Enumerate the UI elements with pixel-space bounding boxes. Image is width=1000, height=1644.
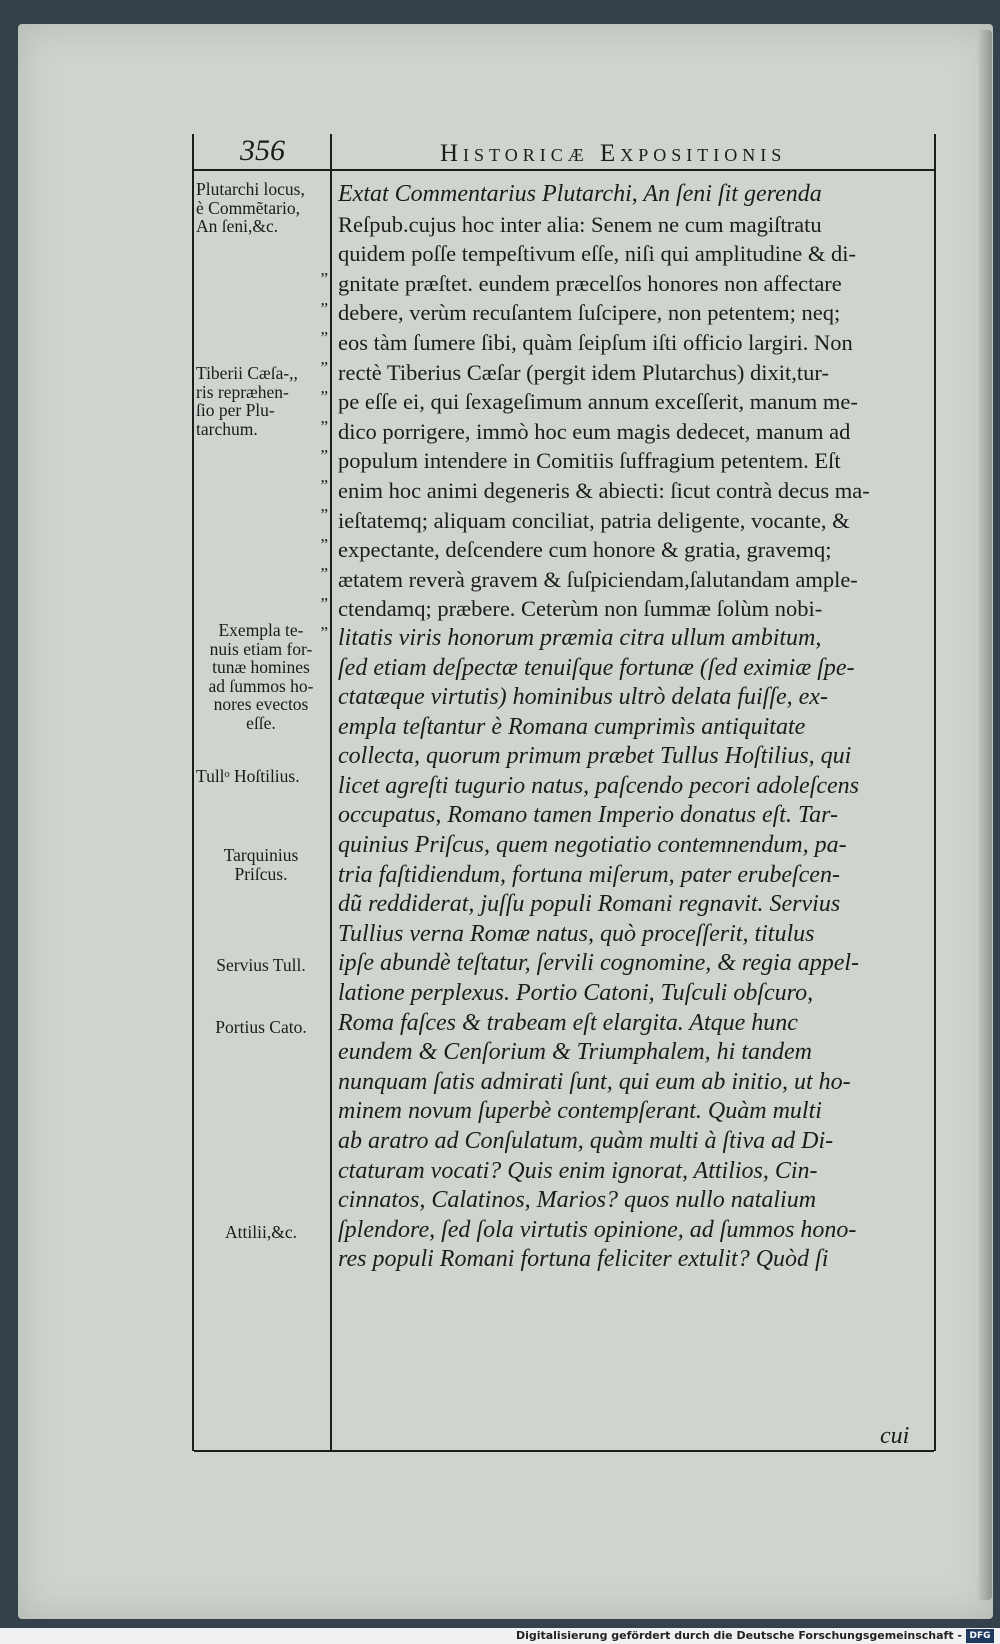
text-line: dũ reddiderat, juſſu populi Romani regnavit. Servius	[338, 891, 841, 918]
text-line: ieſtatemq; aliquam conciliat, patria deligente, vocante, &	[338, 507, 850, 533]
text-line: populum intendere in Comitiis ſuffragium petentem. Eſt	[338, 448, 841, 474]
text-line: quinius Priſcus, quem negotiatio contemnendum, pa-	[338, 832, 847, 859]
text-line: eundem & Cenſorium & Triumphalem, hi tandem	[338, 1039, 812, 1066]
text-line: ab aratro ad Conſulatum, quàm multi à ſtiva ad Di-	[338, 1128, 834, 1154]
main-text-block	[338, 180, 931, 1275]
text-line: dico porrigere, immò hoc eum magis dedecet, manum ad	[338, 418, 851, 444]
text-line: ctaturam vocati? Quis enim ignorat, Attilios, Cin-	[338, 1157, 818, 1184]
text-line: res populi Romani fortuna feliciter extulit? Quòd ſi	[338, 1246, 829, 1273]
quote-mark: „	[320, 496, 328, 515]
header-rule	[194, 169, 934, 171]
margin-note-tullus: Tullᵒ Hoſtilius.	[196, 766, 300, 786]
text-line: nunquam ſatis admirati ſunt, qui eum ab initio, ut ho-	[338, 1068, 851, 1095]
page-edge	[978, 30, 992, 1600]
quotation-marks-column	[300, 255, 328, 639]
text-line: rectè Tiberius Cæſar (pergit idem Plutarchus) dixit,tur-	[338, 359, 829, 385]
quote-mark: „	[320, 437, 328, 456]
text-line: occupatus, Romano tamen Imperio donatus eſt. Tar-	[338, 802, 838, 829]
margin-divider-rule	[330, 134, 332, 1451]
text-line: enim hoc animi degeneris & abiecti: ſicut contrà decus ma-	[338, 477, 870, 503]
text-line: ctatæque virtutis) hominibus ultrò delata fuiſſe, ex-	[338, 684, 828, 711]
page-number: 356	[240, 134, 285, 167]
text-line: empla teſtantur è Romana cumprimìs antiquitate	[338, 713, 806, 740]
text-line: ſplendore, ſed ſola virtutis opinione, ad ſummos hono-	[338, 1216, 857, 1243]
margin-note-plutarch: Plutarchi locus, è Commẽtario, An ſeni,&c.	[196, 179, 305, 236]
text-line: gnitate præſtet. eundem præcelſos honores non affectare	[338, 270, 842, 296]
footer-credit: Digitalisierung gefördert durch die Deutsche Forschungsgemeinschaft -	[515, 1629, 962, 1642]
text-line: ætatem reverà gravem & ſuſpiciendam,ſalutandam ample-	[338, 566, 858, 592]
text-line: litatis viris honorum præmia citra ullum ambitum,	[338, 624, 822, 651]
text-line: cinnatos, Calatinos, Marios? quos nullo natalium	[338, 1187, 817, 1214]
text-line: expectante, deſcendere cum honore & gratia, gravemq;	[338, 537, 832, 563]
quote-mark: „	[320, 378, 328, 397]
margin-note-tiberius: Tiberii Cæſa-,, ris repræhen- ſio per Plu- tarchum.	[196, 363, 298, 439]
text-line: ſed etiam deſpectæ tenuiſque fortunæ (ſed eximiæ ſpe-	[338, 654, 855, 681]
dfg-logo: DFG	[966, 1629, 994, 1643]
text-line: Roma faſces & trabeam eſt elargita. Atque hunc	[338, 1009, 798, 1036]
text-line: ipſe abundè teſtatur, ſervili cognomine, & regia appel-	[338, 950, 860, 977]
footer-rule	[194, 1450, 934, 1452]
text-line: Extat Commentarius Plutarchi, An ſeni ſit gerenda	[338, 181, 822, 207]
text-line: Reſpub.cujus hoc inter alia: Senem ne cum magiſtratu	[338, 211, 822, 237]
margin-note-attilii: Attilii,&c.	[225, 1222, 297, 1242]
quote-mark: „	[320, 525, 328, 545]
quote-mark: „	[320, 555, 328, 574]
quote-mark: „	[320, 289, 328, 309]
quote-mark: „	[320, 348, 328, 368]
text-line: tria faſtidiendum, fortuna miſerum, pater erubeſcen-	[338, 861, 840, 888]
margin-note-servius: Servius Tull.	[216, 955, 306, 975]
quote-mark: „	[320, 614, 328, 633]
text-line: eos tàm ſumere ſibi, quàm ſeipſum iſti officio largiri. Non	[338, 329, 853, 355]
text-line: pe eſſe ei, qui ſexageſimum annum exceſſerit, manum me-	[338, 389, 858, 415]
inner-frame-rule	[934, 134, 936, 1451]
text-line: Tullius verna Romæ natus, quò proceſſerit, titulus	[338, 920, 815, 947]
quote-mark: „	[320, 319, 328, 338]
text-line: minem novum ſuperbè contempſerant. Quàm multi	[338, 1098, 822, 1125]
quote-mark: „	[320, 407, 328, 427]
text-line: latione perplexus. Portio Catoni, Tuſculi obſcuro,	[338, 980, 814, 1007]
catchword: cui	[880, 1423, 910, 1449]
text-line: licet agreſti tugurio natus, paſcendo pecori adoleſcens	[338, 772, 860, 799]
quote-mark: „	[320, 466, 328, 486]
text-line: quidem poſſe tempeſtivum eſſe, niſi qui amplitudine & di-	[338, 241, 857, 267]
running-head: Historicæ Expositionis	[440, 140, 787, 167]
outer-frame-rule	[192, 134, 194, 1451]
quote-mark: „	[320, 260, 328, 279]
quote-mark: „	[320, 584, 328, 604]
text-line: collecta, quorum primum præbet Tullus Hoſtilius, qui	[338, 743, 852, 770]
text-line: ctendamq; præbere. Ceterùm non ſummæ ſolùm nobi-	[338, 596, 823, 622]
margin-note-exempla: Exempla te- nuis etiam for- tunæ homines ad ſummos ho- nores evectos eſſe.	[208, 620, 314, 733]
margin-note-cato: Portius Cato.	[215, 1017, 307, 1037]
text-line: debere, verùm recuſantem ſuſcipere, non petentem; neq;	[338, 300, 841, 326]
margin-note-tarquinius: Tarquinius Priſcus.	[223, 845, 299, 884]
